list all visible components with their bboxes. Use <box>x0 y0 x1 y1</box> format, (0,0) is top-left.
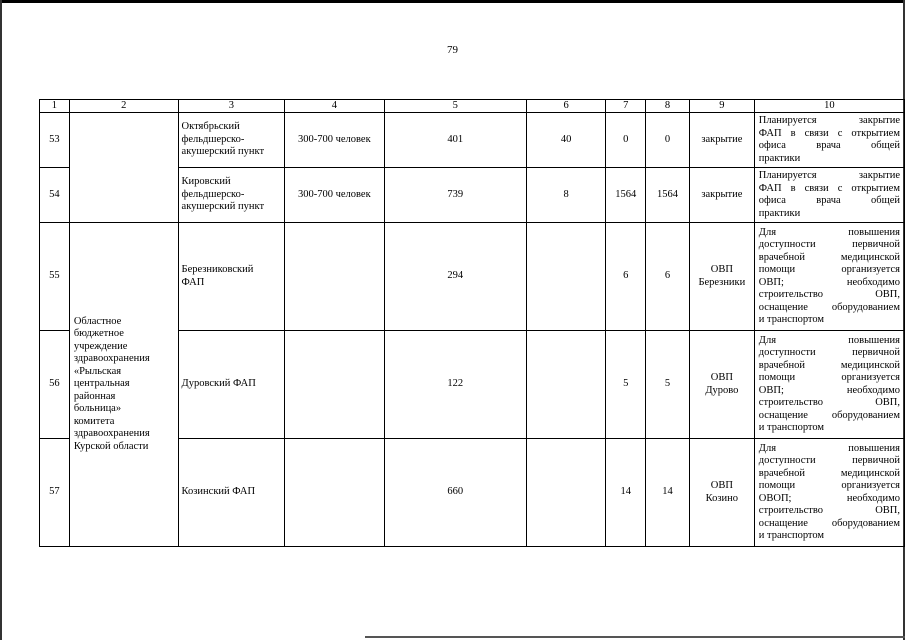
header-cell-10: 10 <box>754 100 904 113</box>
row-number: 55 <box>40 223 70 331</box>
facility-name <box>178 439 285 547</box>
empty-institution-cell <box>69 113 178 223</box>
col8-value: 5 <box>646 331 690 439</box>
scan-border-left <box>0 0 2 640</box>
note-line: Планируется закрытие <box>758 115 900 126</box>
cell-line: бюджетное <box>73 328 124 340</box>
note-line: и транспортом <box>758 530 825 541</box>
col5-value: 739 <box>384 168 527 223</box>
note-line: Планируется закрытие <box>758 170 900 181</box>
cell-line: акушерский пункт <box>181 146 265 158</box>
table-row <box>40 113 905 168</box>
col7-value: 0 <box>606 113 646 168</box>
action-cell <box>689 113 754 168</box>
note-line: и транспортом <box>758 314 825 325</box>
header-row <box>40 100 905 113</box>
row-number: 54 <box>40 168 70 223</box>
cell-line: фельдшерско- <box>181 133 245 145</box>
facility-name <box>178 168 285 223</box>
note-line: врачебной медицинской <box>758 251 900 263</box>
data-table <box>39 99 905 547</box>
note-line: строительство ОВП, <box>758 289 900 300</box>
population-cell <box>285 331 384 439</box>
cell-line: учреждение <box>73 340 128 352</box>
note-line: офиса врача общей <box>758 195 900 206</box>
facility-name <box>178 113 285 168</box>
header-cell-2: 2 <box>69 100 178 113</box>
note-line: доступности первичной <box>758 347 900 358</box>
institution-cell <box>69 223 178 547</box>
header-cell-6: 6 <box>527 100 606 113</box>
cell-line: районная <box>73 390 116 402</box>
note-line: доступности первичной <box>758 239 900 250</box>
note-line: офиса врача общей <box>758 140 900 151</box>
note-line: врачебной медицинской <box>758 467 900 479</box>
col7-value: 6 <box>606 223 646 331</box>
cell-line: комитета <box>73 415 115 427</box>
col6-value <box>527 331 606 439</box>
cell-line: Березники <box>698 276 746 288</box>
action-cell <box>689 439 754 547</box>
cell-line: «Рыльская <box>73 365 122 377</box>
cell-line: акушерский пункт <box>181 201 265 213</box>
cell-line: закрытие <box>701 133 743 145</box>
cell-line: Дурово <box>705 384 739 396</box>
note-line: ФАП в связи с открытием <box>758 182 900 194</box>
cell-line: ОВП <box>710 372 733 383</box>
cell-line: Березниковский <box>181 264 254 275</box>
col8-value: 0 <box>646 113 690 168</box>
cell-line: Курской области <box>73 440 149 452</box>
note-line: ОВП; необходимо <box>758 384 900 396</box>
col7-value: 5 <box>606 331 646 439</box>
population-cell: 300-700 человек <box>285 113 384 168</box>
cell-line: фельдшерско- <box>181 188 245 200</box>
col5-value: 401 <box>384 113 527 168</box>
cell-line: ФАП <box>181 276 205 288</box>
note-line: ОВП; необходимо <box>758 276 900 288</box>
col7-value: 14 <box>606 439 646 547</box>
note-line: оснащение оборудованием <box>758 517 900 529</box>
header-cell-7: 7 <box>606 100 646 113</box>
cell-line: Дуровский ФАП <box>181 378 256 390</box>
note-line: оснащение оборудованием <box>758 301 900 313</box>
cell-line: центральная <box>73 378 130 390</box>
action-cell <box>689 223 754 331</box>
col5-value: 660 <box>384 439 527 547</box>
note-line: оснащение оборудованием <box>758 409 900 421</box>
table-row <box>40 223 905 331</box>
note-line: врачебной медицинской <box>758 359 900 371</box>
row-number: 56 <box>40 331 70 439</box>
col6-value <box>527 223 606 331</box>
scan-border-bottom <box>365 636 905 638</box>
header-cell-5: 5 <box>384 100 527 113</box>
col6-value: 8 <box>527 168 606 223</box>
note-line: практики <box>758 152 801 164</box>
note-line: строительство ОВП, <box>758 397 900 408</box>
col7-value: 1564 <box>606 168 646 223</box>
header-cell-8: 8 <box>646 100 690 113</box>
cell-line: Октябрьский <box>181 121 240 133</box>
header-cell-3: 3 <box>178 100 285 113</box>
col5-value: 294 <box>384 223 527 331</box>
col6-value: 40 <box>527 113 606 168</box>
cell-line: здравоохранения <box>73 353 150 365</box>
scan-border-top <box>0 0 905 3</box>
cell-line: ОВП <box>710 480 733 491</box>
note-line: ФАП в связи с открытием <box>758 127 900 139</box>
notes-cell <box>754 223 904 331</box>
action-cell <box>689 331 754 439</box>
population-cell <box>285 223 384 331</box>
note-line: Для повышения <box>758 226 900 238</box>
col8-value: 14 <box>646 439 690 547</box>
cell-line: закрытие <box>701 188 743 200</box>
cell-line: Областное <box>73 315 122 327</box>
header-cell-1: 1 <box>40 100 70 113</box>
col6-value <box>527 439 606 547</box>
note-line: и транспортом <box>758 422 825 433</box>
notes-cell <box>754 113 904 168</box>
facility-name <box>178 331 285 439</box>
note-line: Для повышения <box>758 334 900 346</box>
cell-line: здравоохранения <box>73 428 150 440</box>
header-cell-9: 9 <box>689 100 754 113</box>
cell-line: Козино <box>705 492 739 504</box>
notes-cell <box>754 439 904 547</box>
page-number: 79 <box>447 44 458 56</box>
notes-cell <box>754 168 904 223</box>
note-line: Для повышения <box>758 442 900 454</box>
row-number: 53 <box>40 113 70 168</box>
header-cell-4: 4 <box>285 100 384 113</box>
facility-name <box>178 223 285 331</box>
action-cell <box>689 168 754 223</box>
note-line: доступности первичной <box>758 455 900 466</box>
note-line: ОВОП; необходимо <box>758 492 900 504</box>
note-line: помощи организуется <box>758 264 900 275</box>
population-cell: 300-700 человек <box>285 168 384 223</box>
note-line: практики <box>758 207 801 219</box>
cell-line: больница» <box>73 403 122 415</box>
note-line: помощи организуется <box>758 372 900 383</box>
note-line: строительство ОВП, <box>758 505 900 516</box>
cell-line: Кировский <box>181 176 231 188</box>
population-cell <box>285 439 384 547</box>
note-line: помощи организуется <box>758 480 900 491</box>
notes-cell <box>754 331 904 439</box>
cell-line: Козинский ФАП <box>181 486 256 498</box>
col8-value: 6 <box>646 223 690 331</box>
row-number: 57 <box>40 439 70 547</box>
cell-line: ОВП <box>710 264 733 275</box>
col8-value: 1564 <box>646 168 690 223</box>
col5-value: 122 <box>384 331 527 439</box>
